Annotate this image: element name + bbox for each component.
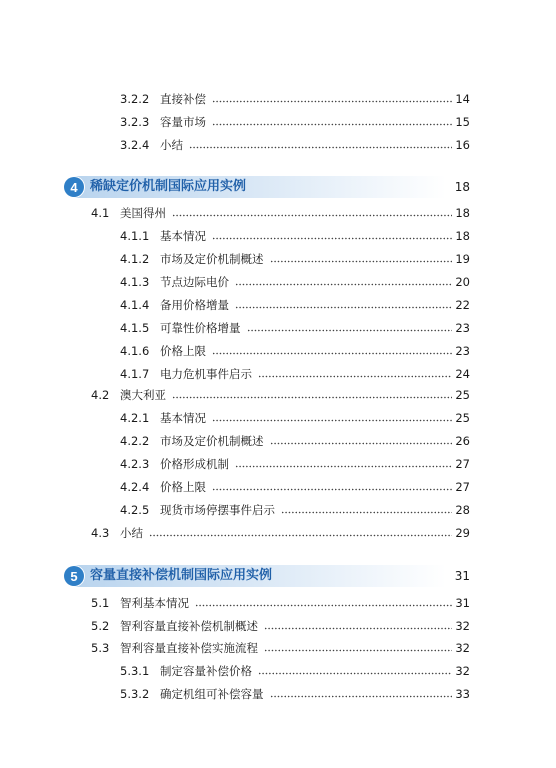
entry-title: 节点边际电价 [160, 275, 229, 289]
entry-page: 29 [455, 526, 470, 540]
entry-number: 4.2 [91, 388, 110, 402]
entry-number: 5.2 [91, 619, 110, 633]
dot-leader [212, 100, 452, 103]
entry-number: 4.1.4 [120, 298, 150, 312]
chapter-number-badge: 4 [64, 177, 84, 197]
toc-entry[interactable] [120, 135, 470, 155]
toc-entry[interactable] [91, 523, 470, 543]
entry-page: 32 [455, 641, 470, 655]
entry-title: 价格形成机制 [160, 457, 229, 471]
dot-leader [270, 260, 453, 263]
entry-number: 5.3 [91, 641, 110, 655]
entry-page: 25 [455, 388, 470, 402]
entry-number: 3.2.3 [120, 115, 150, 129]
chapter-heading[interactable] [64, 565, 470, 587]
entry-number: 4.1.6 [120, 344, 150, 358]
entry-title: 市场及定价机制概述 [160, 252, 264, 266]
dot-leader [212, 488, 452, 491]
entry-title: 智利容量直接补偿机制概述 [120, 619, 258, 633]
toc-entry[interactable] [120, 295, 470, 315]
dot-leader [281, 511, 452, 514]
entry-title: 价格上限 [160, 344, 206, 358]
entry-number: 4.1.5 [120, 321, 150, 335]
entry-title: 美国得州 [120, 206, 166, 220]
entry-title: 容量市场 [160, 115, 206, 129]
toc-entry[interactable] [120, 364, 470, 384]
entry-page: 16 [455, 138, 470, 152]
entry-page: 28 [455, 503, 470, 517]
chapter-page: 18 [454, 180, 470, 194]
entry-page: 27 [455, 457, 470, 471]
dot-leader [235, 465, 452, 468]
entry-number: 3.2.2 [120, 92, 150, 106]
entry-number: 4.2.1 [120, 411, 150, 425]
dot-leader [258, 672, 452, 675]
dot-leader [264, 627, 452, 630]
toc-entry[interactable] [120, 226, 470, 246]
toc-entry[interactable] [120, 661, 470, 681]
chapter-title: 容量直接补偿机制国际应用实例 [90, 568, 273, 583]
chapter-title: 稀缺定价机制国际应用实例 [90, 179, 247, 194]
entry-page: 24 [455, 367, 470, 381]
entry-title: 智利容量直接补偿实施流程 [120, 641, 258, 655]
chapter-heading[interactable] [64, 176, 470, 198]
entry-number: 5.3.2 [120, 687, 150, 701]
entry-number: 4.3 [91, 526, 110, 540]
dot-leader [189, 146, 452, 149]
toc-entry[interactable] [91, 616, 470, 636]
dot-leader [212, 123, 452, 126]
entry-number: 4.2.5 [120, 503, 150, 517]
toc-entry[interactable] [91, 385, 470, 405]
dot-leader [172, 396, 452, 399]
entry-title: 确定机组可补偿容量 [160, 687, 264, 701]
toc-entry[interactable] [120, 272, 470, 292]
entry-title: 小结 [160, 138, 183, 152]
toc-entry[interactable] [91, 638, 470, 658]
entry-number: 5.3.1 [120, 664, 150, 678]
toc-entry[interactable] [120, 431, 470, 451]
entry-page: 20 [455, 275, 470, 289]
entry-page: 18 [455, 206, 470, 220]
toc-entry[interactable] [120, 89, 470, 109]
entry-number: 4.1.2 [120, 252, 150, 266]
toc-entry[interactable] [120, 477, 470, 497]
dot-leader [235, 283, 452, 286]
toc-entry[interactable] [120, 408, 470, 428]
entry-title: 价格上限 [160, 480, 206, 494]
entry-page: 15 [455, 115, 470, 129]
entry-page: 23 [455, 321, 470, 335]
entry-title: 基本情况 [160, 229, 206, 243]
entry-page: 23 [455, 344, 470, 358]
toc-entry[interactable] [120, 249, 470, 269]
entry-title: 直接补偿 [160, 92, 206, 106]
entry-page: 25 [455, 411, 470, 425]
entry-number: 3.2.4 [120, 138, 150, 152]
entry-title: 澳大利亚 [120, 388, 166, 402]
entry-title: 可靠性价格增量 [160, 321, 241, 335]
entry-number: 4.1.3 [120, 275, 150, 289]
entry-page: 32 [455, 664, 470, 678]
entry-number: 5.1 [91, 596, 110, 610]
toc-entry[interactable] [91, 203, 470, 223]
dot-leader [212, 352, 452, 355]
entry-page: 26 [455, 434, 470, 448]
dot-leader [247, 329, 453, 332]
entry-title: 制定容量补偿价格 [160, 664, 252, 678]
dot-leader [270, 442, 453, 445]
dot-leader [149, 534, 452, 537]
entry-page: 19 [455, 252, 470, 266]
dot-leader [258, 375, 452, 378]
toc-entry[interactable] [120, 454, 470, 474]
dot-leader [264, 649, 452, 652]
toc-entry[interactable] [120, 341, 470, 361]
entry-title: 市场及定价机制概述 [160, 434, 264, 448]
entry-page: 33 [455, 687, 470, 701]
dot-leader [212, 237, 452, 240]
entry-page: 27 [455, 480, 470, 494]
entry-page: 14 [455, 92, 470, 106]
entry-number: 4.2.3 [120, 457, 150, 471]
entry-page: 32 [455, 619, 470, 633]
chapter-number-badge: 5 [64, 566, 84, 586]
entry-title: 小结 [120, 526, 143, 540]
entry-number: 4.1 [91, 206, 110, 220]
entry-number: 4.2.4 [120, 480, 150, 494]
entry-number: 4.1.1 [120, 229, 150, 243]
dot-leader [270, 695, 453, 698]
toc-entry[interactable] [120, 500, 470, 520]
entry-number: 4.1.7 [120, 367, 150, 381]
dot-leader [172, 214, 452, 217]
dot-leader [235, 306, 452, 309]
entry-number: 4.2.2 [120, 434, 150, 448]
toc-entry[interactable] [120, 112, 470, 132]
entry-page: 31 [455, 596, 470, 610]
entry-title: 智利基本情况 [120, 596, 189, 610]
toc-entry[interactable] [91, 593, 470, 613]
entry-title: 基本情况 [160, 411, 206, 425]
entry-title: 电力危机事件启示 [160, 367, 252, 381]
entry-title: 备用价格增量 [160, 298, 229, 312]
toc-entry[interactable] [120, 684, 470, 704]
entry-page: 18 [455, 229, 470, 243]
dot-leader [195, 604, 452, 607]
dot-leader [212, 419, 452, 422]
entry-title: 现货市场停摆事件启示 [160, 503, 275, 517]
toc-entry[interactable] [120, 318, 470, 338]
entry-page: 22 [455, 298, 470, 312]
chapter-page: 31 [454, 569, 470, 583]
